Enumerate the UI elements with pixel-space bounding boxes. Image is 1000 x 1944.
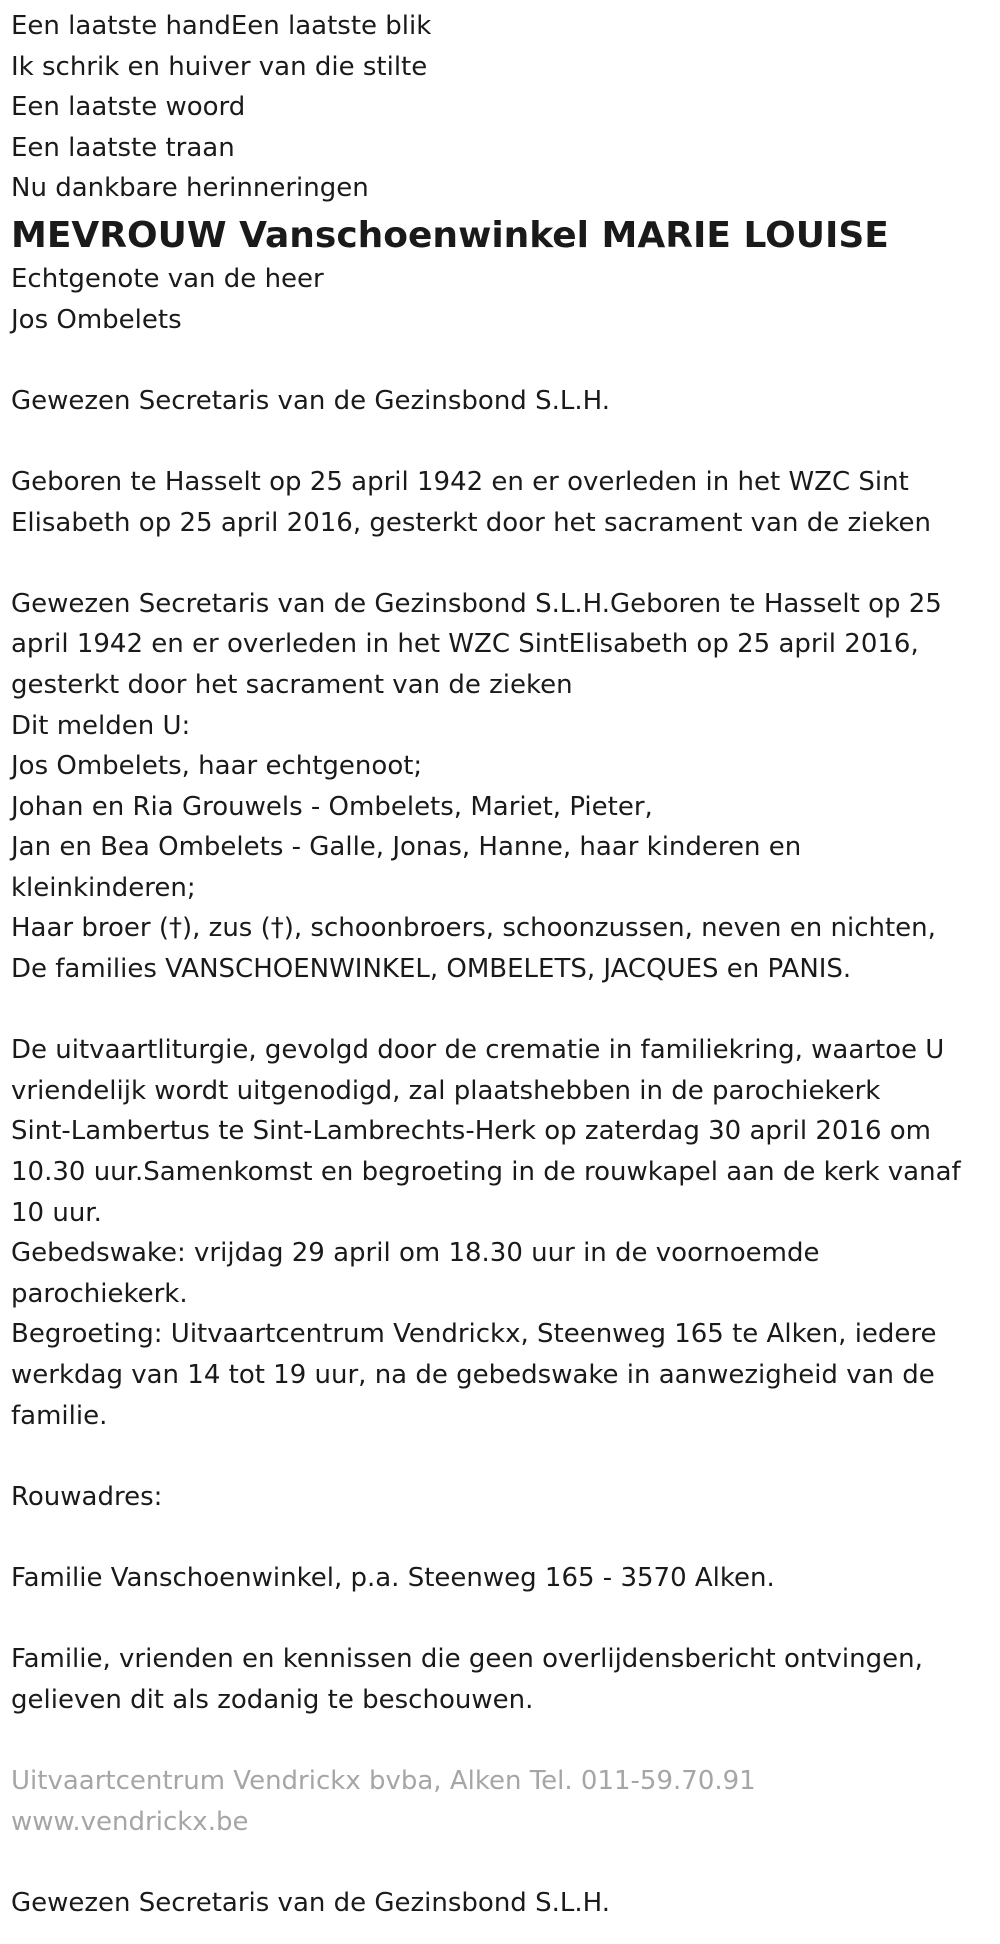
funeral-line: werkdag van 14 tot 19 uur, na de gebedswake in aanwezigheid van de (11, 1360, 935, 1390)
announcement-line: Haar broer (†), zus (†), schoonbroers, schoonzussen, neven en nichten, (11, 913, 936, 944)
poem-line: Ik schrik en huiver van die stilte (11, 51, 428, 82)
announcement-line: Dit melden U: (11, 710, 191, 741)
undertaker-website: www.vendrickx.be (11, 1806, 249, 1837)
funeral-line: De uitvaartliturgie, gevolgd door de crematie in familiekring, waartoe U (11, 1035, 945, 1066)
funeral-line: Gebedswake: vrijdag 29 april om 18.30 uur in de voornoemde (11, 1238, 820, 1269)
notice-line: gelieven dit als zodanig te beschouwen. (11, 1684, 534, 1715)
undertaker-line: Uitvaartcentrum Vendrickx bvba, Alken Tel. 011-59.70.91 (11, 1765, 756, 1796)
spouse-line: Echtgenote van de heer (11, 263, 324, 294)
announcement-line: gesterkt door het sacrament van de zieken (11, 669, 573, 700)
poem (11, 6, 991, 209)
mourning-address: Familie Vanschoenwinkel, p.a. Steenweg 165 - 3570 Alken. (11, 1562, 775, 1593)
funeral-details (11, 1030, 991, 1436)
poem-line: Een laatste woord (11, 92, 246, 123)
announcement-line: Jan en Bea Ombelets - Galle, Jonas, Hanne, haar kinderen en (11, 832, 802, 863)
funeral-line: 10 uur. (11, 1197, 102, 1228)
announcement-line: april 1942 en er overleden in het WZC SintElisabeth op 25 april 2016, (11, 629, 919, 660)
spouse-line: Jos Ombelets (11, 304, 182, 335)
spouse-info (11, 259, 991, 340)
notice-block (11, 1639, 991, 1720)
funeral-line: Begroeting: Uitvaartcentrum Vendrickx, Steenweg 165 te Alken, iedere (11, 1319, 937, 1350)
deceased-name-heading: MEVROUW Vanschoenwinkel MARIE LOUISE (11, 214, 889, 256)
announcement-line: Gewezen Secretaris van de Gezinsbond S.L.H.Geboren te Hasselt op 25 (11, 588, 942, 619)
announcement-line: Johan en Ria Grouwels - Ombelets, Mariet, Pieter, (11, 791, 653, 822)
birth-death-info (11, 462, 991, 543)
funeral-line: Sint-Lambertus te Sint-Lambrechts-Herk op zaterdag 30 april 2016 om (11, 1116, 931, 1147)
birth-death-line: Elisabeth op 25 april 2016, gesterkt door het sacrament van de zieken (11, 507, 931, 538)
funeral-line: vriendelijk wordt uitgenodigd, zal plaatshebben in de parochiekerk (11, 1075, 881, 1106)
footer-role-line: Gewezen Secretaris van de Gezinsbond S.L.H. (11, 1887, 610, 1918)
poem-line: Een laatste traan (11, 132, 235, 163)
poem-line: Nu dankbare herinneringen (11, 173, 369, 204)
announcement-line: kleinkinderen; (11, 872, 196, 903)
announcement-line: Jos Ombelets, haar echtgenoot; (11, 751, 423, 782)
role-line: Gewezen Secretaris van de Gezinsbond S.L.H. (11, 385, 610, 416)
poem-line: Een laatste handEen laatste blik (11, 11, 432, 41)
notice-line: Familie, vrienden en kennissen die geen overlijdensbericht ontvingen, (11, 1644, 923, 1675)
announcement-block (11, 584, 991, 990)
funeral-line: parochiekerk. (11, 1278, 188, 1309)
funeral-line: 10.30 uur.Samenkomst en begroeting in de rouwkapel aan de kerk vanaf (11, 1157, 961, 1188)
address-label: Rouwadres: (11, 1481, 163, 1512)
undertaker-info (11, 1761, 991, 1842)
funeral-line: familie. (11, 1400, 108, 1431)
birth-death-line: Geboren te Hasselt op 25 april 1942 en er overleden in het WZC Sint (11, 466, 909, 497)
announcement-line: De families VANSCHOENWINKEL, OMBELETS, JACQUES en PANIS. (11, 954, 852, 985)
